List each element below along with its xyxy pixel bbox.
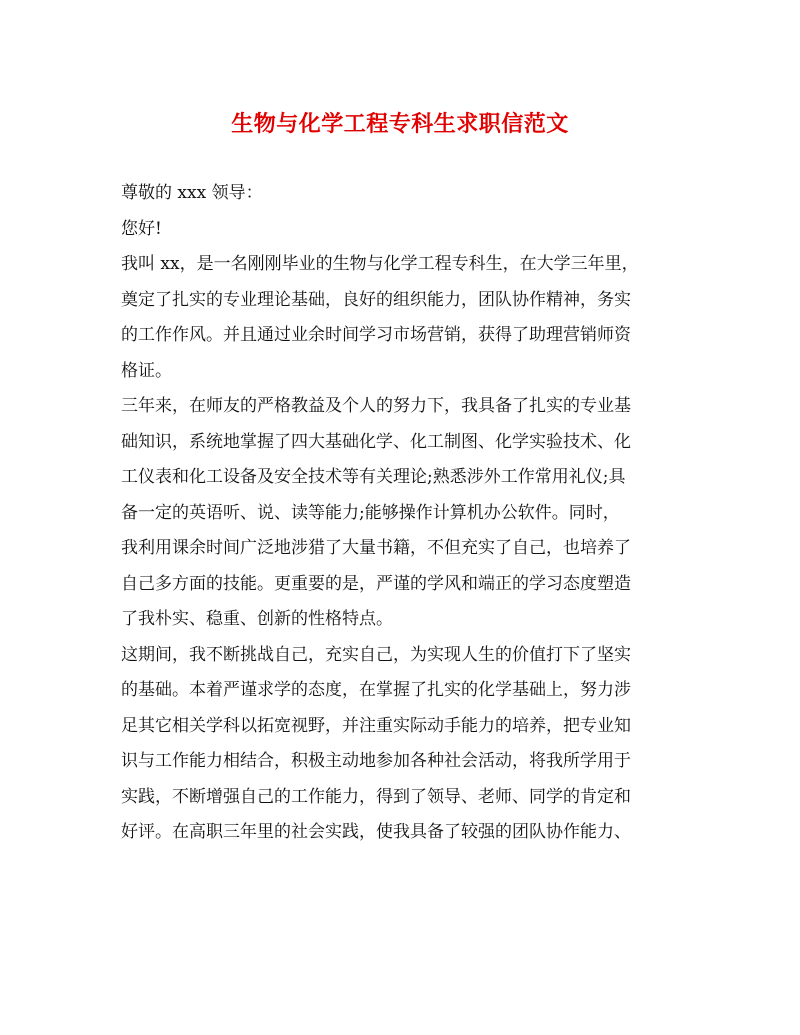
body-line: 的基础。本着严谨求学的态度，在掌握了扎实的化学基础上，努力涉 — [121, 680, 631, 700]
body-line: 这期间，我不断挑战自己，充实自己，为实现人生的价值打下了坚实 — [121, 644, 631, 665]
body-line: 础知识，系统地掌握了四大基础化学、化工制图、化学实验技术、化 — [121, 431, 631, 452]
document-title: 生物与化学工程专科生求职信范文 — [231, 111, 569, 137]
body-line: 实践，不断增强自己的工作能力，得到了领导、老师、同学的肯定和 — [121, 786, 631, 807]
body-line: 的工作作风。并且通过业余时间学习市场营销，获得了助理营销师资 — [121, 325, 631, 345]
body-line: 了我朴实、稳重、创新的性格特点。 — [121, 609, 393, 629]
document-body — [121, 176, 681, 851]
body-line: 识与工作能力相结合，积极主动地参加各种社会活动，将我所学用于 — [121, 751, 631, 771]
salutation-line: 您好! — [121, 218, 162, 239]
greeting-line: 尊敬的 xxx 领导： — [121, 183, 263, 203]
body-line: 三年来，在师友的严格教益及个人的努力下，我具备了扎实的专业基 — [121, 396, 631, 416]
body-line: 备一定的英语听、说、读等能力;能够操作计算机办公软件。同时， — [121, 502, 620, 523]
body-line: 奠定了扎实的专业理论基础，良好的组织能力，团队协作精神，务实 — [121, 289, 631, 310]
body-line: 工仪表和化工设备及安全技术等有关理论;熟悉涉外工作常用礼仪;具 — [121, 467, 626, 487]
body-line: 自己多方面的技能。更重要的是，严谨的学风和端正的学习态度塑造 — [121, 573, 631, 594]
body-line: 我利用课余时间广泛地涉猎了大量书籍，不但充实了自己，也培养了 — [121, 538, 631, 558]
body-line: 格证。 — [121, 360, 172, 381]
body-line: 好评。在高职三年里的社会实践，使我具备了较强的团队协作能力、 — [121, 822, 631, 842]
body-line: 足其它相关学科以拓宽视野，并注重实际动手能力的培养，把专业知 — [121, 715, 631, 736]
body-line: 我叫 xx，是一名刚刚毕业的生物与化学工程专科生，在大学三年里， — [121, 254, 639, 274]
